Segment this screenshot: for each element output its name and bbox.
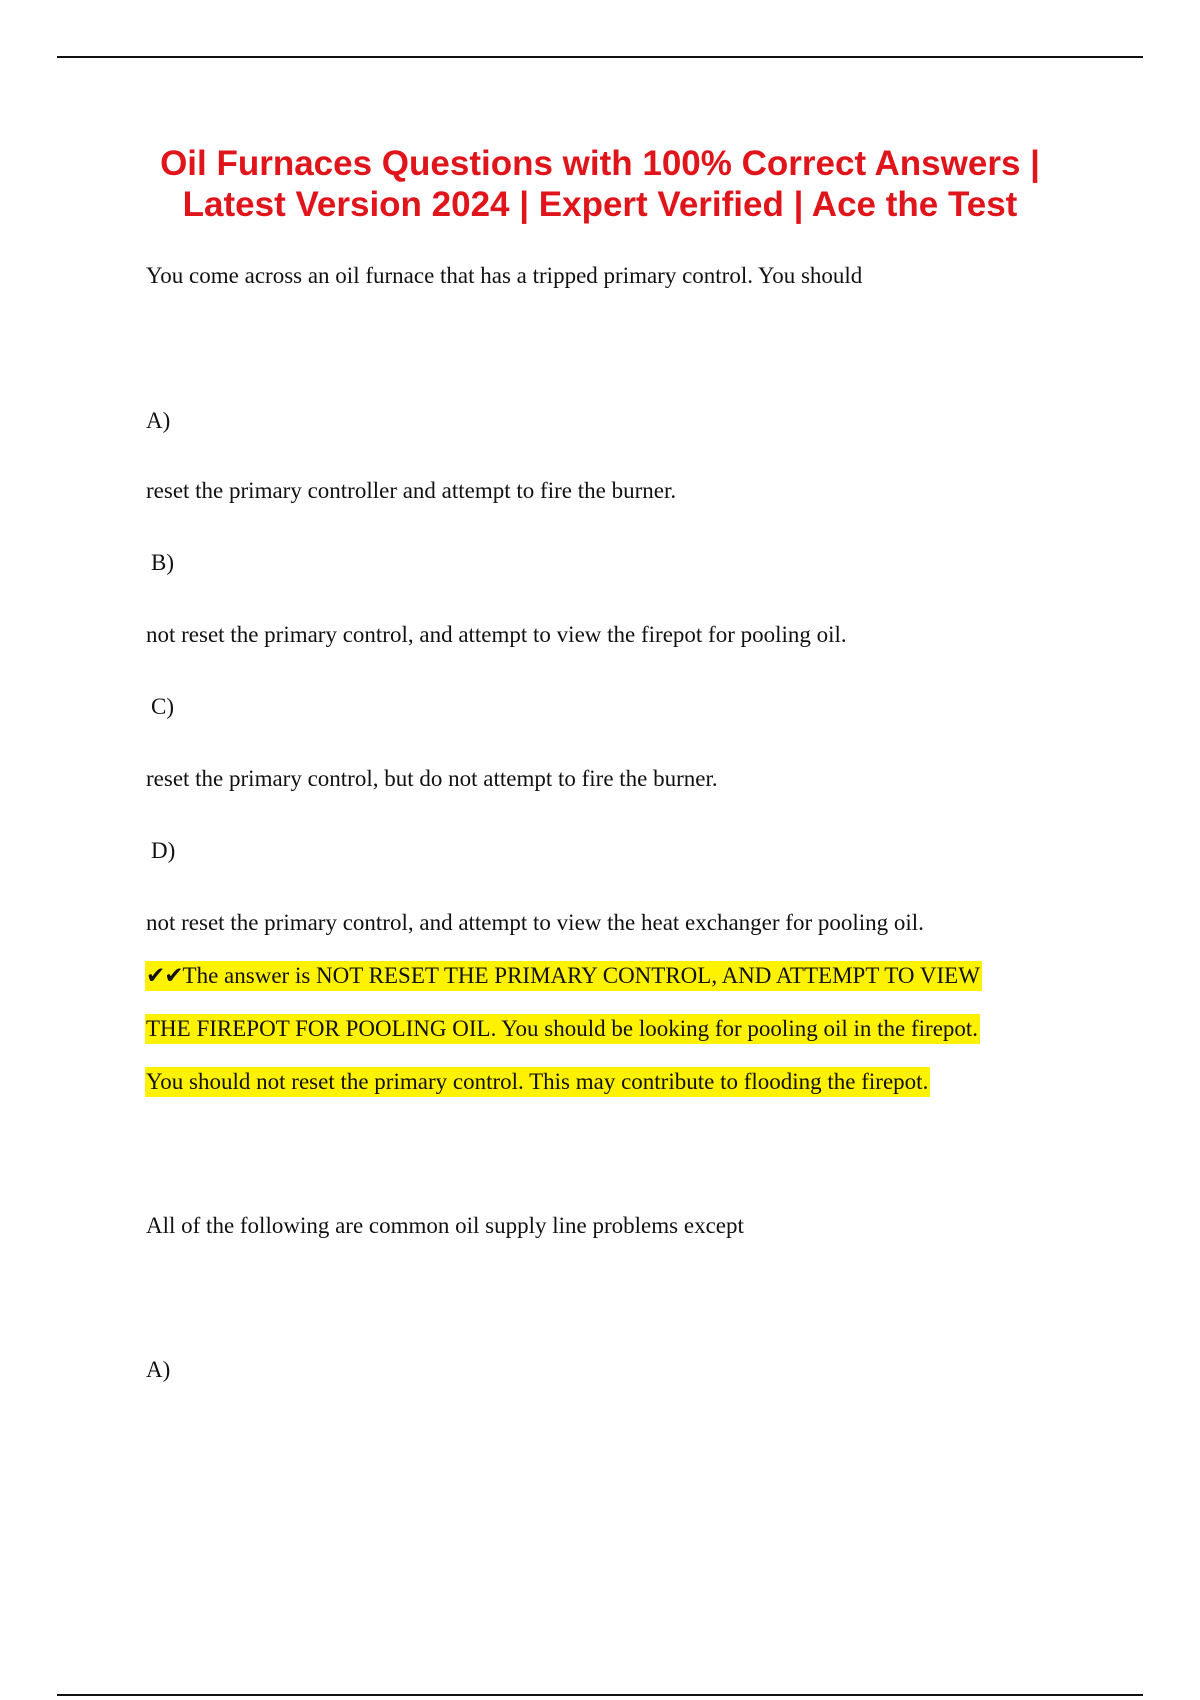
title-line-2: Latest Version 2024 | Expert Verified | Ace the Test (182, 185, 1018, 224)
document-title (100, 143, 1100, 225)
answer-line-3: You should not reset the primary control. This may contribute to flooding the firepot. (145, 1067, 930, 1097)
question-1-option-c-text: reset the primary control, but do not attempt to fire the burner. (146, 766, 718, 791)
answer-line-2: THE FIREPOT FOR POOLING OIL. You should be looking for pooling oil in the firepot. (145, 1014, 980, 1044)
question-2-prompt: All of the following are common oil supply line problems except (146, 1213, 744, 1238)
question-1-option-d-text: not reset the primary control, and attempt to view the heat exchanger for pooling oil. (146, 910, 924, 935)
question-1-option-a-letter: A) (146, 408, 171, 433)
checkmark-icon: ✔✔ (146, 963, 183, 988)
question-1-prompt: You come across an oil furnace that has a tripped primary control. You should (146, 263, 863, 288)
question-1-option-b-text: not reset the primary control, and attempt to view the firepot for pooling oil. (146, 622, 847, 647)
question-1-option-c-letter: C) (151, 694, 174, 719)
question-2-option-a-letter: A) (146, 1357, 171, 1382)
title-line-1: Oil Furnaces Questions with 100% Correct Answers | (160, 144, 1040, 183)
question-1-option-d-letter: D) (151, 838, 176, 863)
top-rule (57, 56, 1143, 58)
question-1-option-a-text: reset the primary controller and attempt to fire the burner. (146, 478, 677, 503)
question-1-option-b-letter: B) (151, 550, 174, 575)
bottom-rule (57, 1694, 1143, 1696)
answer-line-1 (145, 961, 982, 991)
answer-line-1-text: The answer is NOT RESET THE PRIMARY CONTROL, AND ATTEMPT TO VIEW (182, 963, 980, 988)
